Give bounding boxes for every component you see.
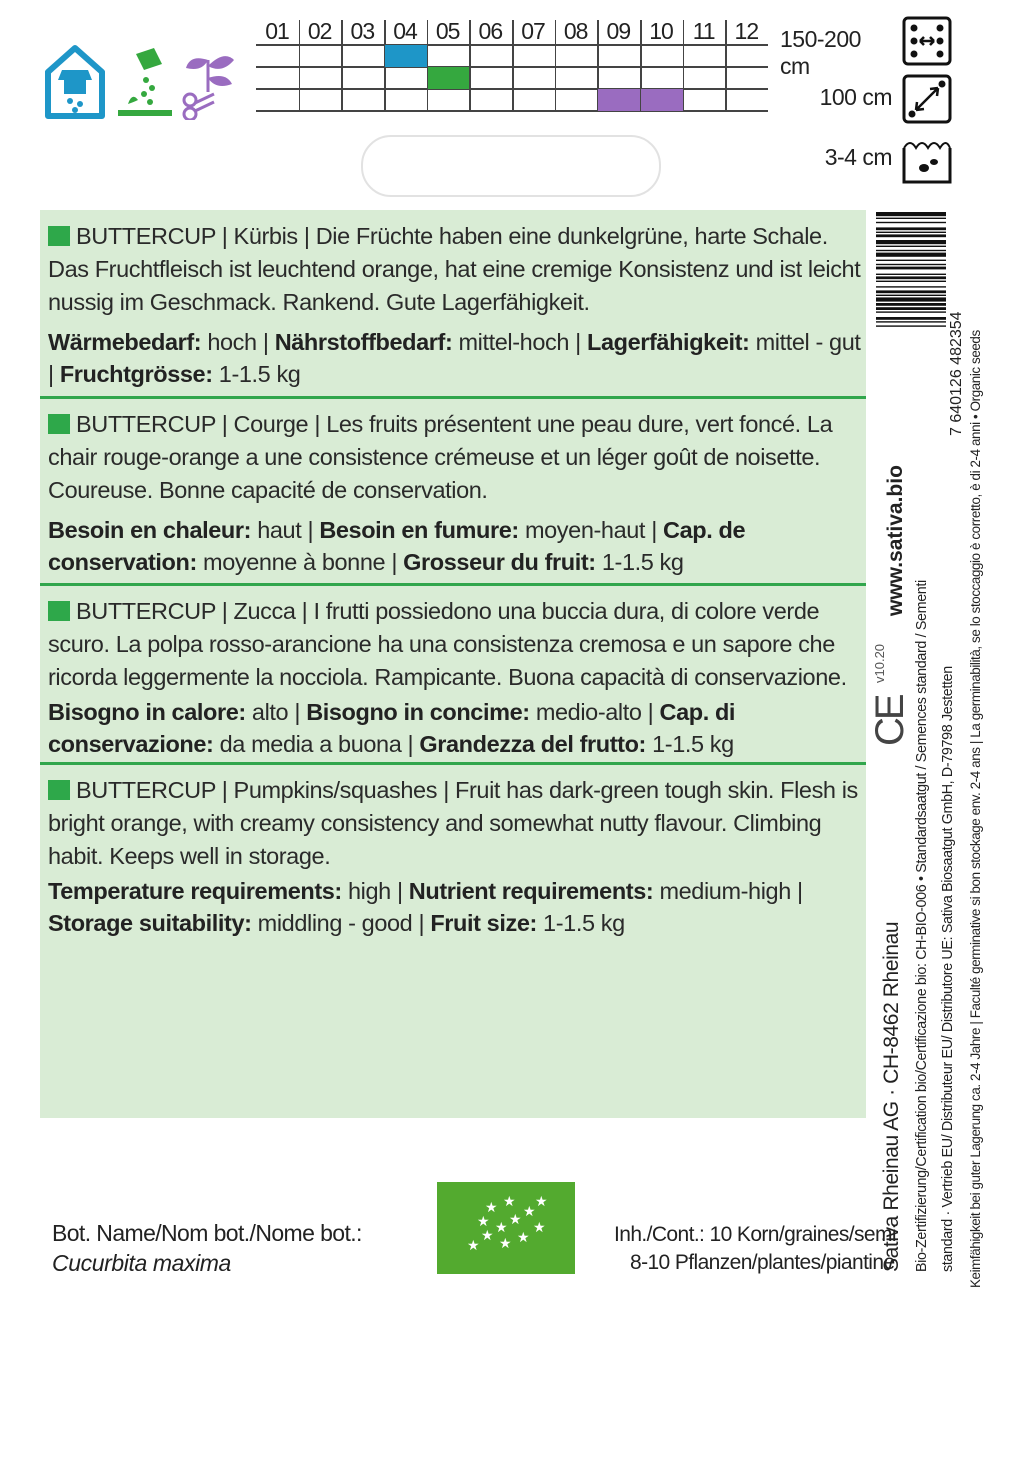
barcode-bar (876, 311, 946, 312)
plant-distance-legend (780, 74, 958, 124)
barcode-bar (876, 281, 946, 282)
bullet-square (48, 780, 70, 800)
outdoor-sowing-icon (114, 44, 176, 120)
barcode-bar (876, 295, 946, 296)
section-properties: Besoin en chaleur: haut | Besoin en fumure: moyen-haut | Cap. de conservation: moyenne à bonne | Grosseur du fruit: 1-1.5 kg (48, 517, 746, 575)
barcode-bar (876, 321, 946, 322)
month-label: 10 (649, 18, 673, 44)
eu-organic-logo (437, 1182, 575, 1274)
section-german (48, 220, 862, 390)
section-english (48, 774, 862, 939)
barcode-bar (876, 325, 946, 326)
section-properties: Bisogno in calore: alto | Bisogno in concime: medio-alto | Cap. di conservazione: da media a buona | Grandezza del frutto: 1-1.5 kg (48, 699, 736, 757)
sow-outdoor-bar (428, 67, 470, 89)
section-italian (48, 595, 862, 760)
bullet-square (48, 601, 70, 621)
botanical-name: Cucurbita maxima (52, 1250, 231, 1276)
month-label: 09 (606, 18, 631, 44)
barcode (876, 210, 946, 420)
barcode-bar (876, 297, 946, 301)
hanger-slot (361, 135, 661, 197)
certification-line-2: standard · Vertrieb EU/ Distributeur EU/ Distributore UE: Sativa Biosaatgut GmbH, D-79798 Jestetten (940, 666, 956, 1272)
ce-mark: CE (868, 696, 912, 746)
calendar-gridline (427, 20, 429, 110)
month-label: 12 (734, 18, 759, 44)
sowing-calendar (256, 14, 768, 116)
svg-text:★: ★ (523, 1204, 536, 1220)
calendar-gridline (341, 20, 343, 110)
month-label: 07 (521, 18, 545, 44)
barcode-bar (876, 317, 946, 320)
barcode-bar (876, 218, 946, 219)
month-label: 05 (435, 18, 460, 44)
calendar-gridline (725, 20, 727, 110)
section-lead: BUTTERCUP | Kürbis | Die Früchte haben eine dunkelgrüne, harte Schale. Das Fruchtfleisch ist leuchtend orange, hat eine cremige Konsistenz und ist leicht nussig im Geschmack. Rankend. Gute Lagerfähigkeit. (48, 223, 861, 315)
bullet-square (48, 226, 70, 246)
harvest-bar (598, 89, 640, 111)
svg-text:★: ★ (477, 1214, 490, 1230)
section-properties: Wärmebedarf: hoch | Nährstoffbedarf: mittel-hoch | Lagerfähigkeit: mittel - gut | Fruchtgrösse: 1-1.5 kg (48, 329, 861, 387)
barcode-bar (876, 307, 946, 310)
calendar-gridline (469, 20, 471, 110)
section-divider (40, 583, 866, 586)
section-french (48, 408, 862, 578)
bullet-square (48, 414, 70, 434)
month-label: 01 (265, 18, 289, 44)
month-label: 11 (692, 18, 715, 44)
barcode-bar (876, 246, 946, 247)
calendar-gridline (555, 20, 557, 110)
calendar-gridline (256, 110, 768, 112)
svg-text:★: ★ (509, 1212, 522, 1228)
contents-seeds: Inh./Cont.: 10 Korn/graines/semi (614, 1223, 896, 1246)
month-label: 08 (563, 18, 588, 44)
section-lead: BUTTERCUP | Pumpkins/squashes | Fruit has dark-green tough skin. Flesh is bright orange, with creamy consistency and somewhat nutty flavour. Climbing habit. Keeps well in storage. (48, 777, 858, 869)
botanical-name-label: Bot. Name/Nom bot./Nome bot.: (52, 1220, 362, 1246)
description-panel (40, 210, 866, 1118)
section-lead: BUTTERCUP | Zucca | I frutti possiedono una buccia dura, di colore verde scuro. La polpa rosso-arancione ha una consistenza cremosa e un sapore che ricorda leggermente la nocciola. Rampicante. Buona capacità di conservazione. (48, 598, 847, 690)
svg-text:★: ★ (495, 1220, 508, 1236)
indoor-sowing-icon (44, 44, 106, 120)
barcode-bar (876, 234, 946, 237)
version: v10.20 (872, 643, 887, 683)
company-address: Sativa Rheinau AG · CH-8462 Rheinau (880, 921, 903, 1272)
section-properties: Temperature requirements: high | Nutrient requirements: medium-high | Storage suitability: middling - good | Fruit size: 1-1.5 kg (48, 878, 803, 936)
row-spacing-icon (902, 16, 952, 66)
barcode-bars (876, 210, 946, 420)
contents-plants: 8-10 Pflanzen/plantes/piantine (630, 1251, 895, 1274)
barcode-bar (876, 303, 946, 306)
svg-text:★: ★ (485, 1200, 498, 1216)
barcode-bar (876, 253, 946, 257)
svg-text:★: ★ (517, 1230, 530, 1246)
germination-note: Keimfähigkeit bei guter Lagerung ca. 2-4 Jahre | Faculté germinative si bon stockage env. 2-4 ans | La germinabilità, se lo stoccaggio è corretto, è di 2-4 anni • Organic seeds (968, 330, 983, 1288)
sow-indoor-bar (385, 45, 427, 67)
harvest-bar (641, 89, 683, 111)
calendar-gridline (512, 20, 514, 110)
plant-distance-value: 100 cm (819, 84, 892, 110)
month-label: 02 (307, 18, 332, 44)
barcode-bar (876, 290, 946, 293)
website: www.sativa.bio (884, 465, 907, 616)
section-lead: BUTTERCUP | Courge | Les fruits présentent une peau dure, vert foncé. La chair rouge-orange a une consistence crémeuse et un léger goût de noisette. Coureuse. Bonne capacité de conservation. (48, 411, 833, 503)
calendar-gridline (683, 20, 685, 110)
month-label: 06 (478, 18, 503, 44)
harvest-icon (178, 44, 240, 120)
certification-line-1: Bio-Zertifizierung/Certification bio/Certificazione bio: CH-BIO-006 • Standardsaatgut / Semences standard / Sementi (914, 580, 930, 1272)
barcode-bar (876, 286, 946, 287)
section-divider (40, 762, 866, 765)
barcode-bar (876, 264, 946, 265)
svg-text:★: ★ (535, 1194, 548, 1210)
svg-text:★: ★ (499, 1236, 512, 1252)
barcode-bar (876, 212, 946, 216)
barcode-bar (876, 260, 946, 261)
barcode-bar (876, 250, 946, 251)
sowing-depth-icon (902, 134, 952, 184)
svg-text:★: ★ (533, 1220, 546, 1236)
month-label: 03 (350, 18, 375, 44)
barcode-bar (876, 274, 946, 275)
barcode-bar (876, 267, 946, 270)
section-divider (40, 396, 866, 399)
barcode-bar (876, 222, 946, 223)
row-distance-value: 150-200 cm (780, 26, 861, 79)
sowing-depth-legend (780, 134, 958, 184)
row-distance-legend (780, 16, 958, 79)
sowing-depth-value: 3-4 cm (824, 144, 892, 170)
barcode-bar (876, 276, 946, 279)
calendar-gridline (299, 20, 301, 110)
svg-text:★: ★ (503, 1194, 516, 1210)
barcode-bar (876, 232, 946, 233)
barcode-bar (876, 240, 946, 244)
barcode-digits: 7 640126 482354 (948, 311, 965, 436)
svg-text:★: ★ (481, 1228, 494, 1244)
month-label: 04 (393, 18, 417, 44)
plant-spacing-icon (902, 74, 952, 124)
svg-text:★: ★ (467, 1238, 480, 1254)
barcode-bar (876, 227, 946, 230)
